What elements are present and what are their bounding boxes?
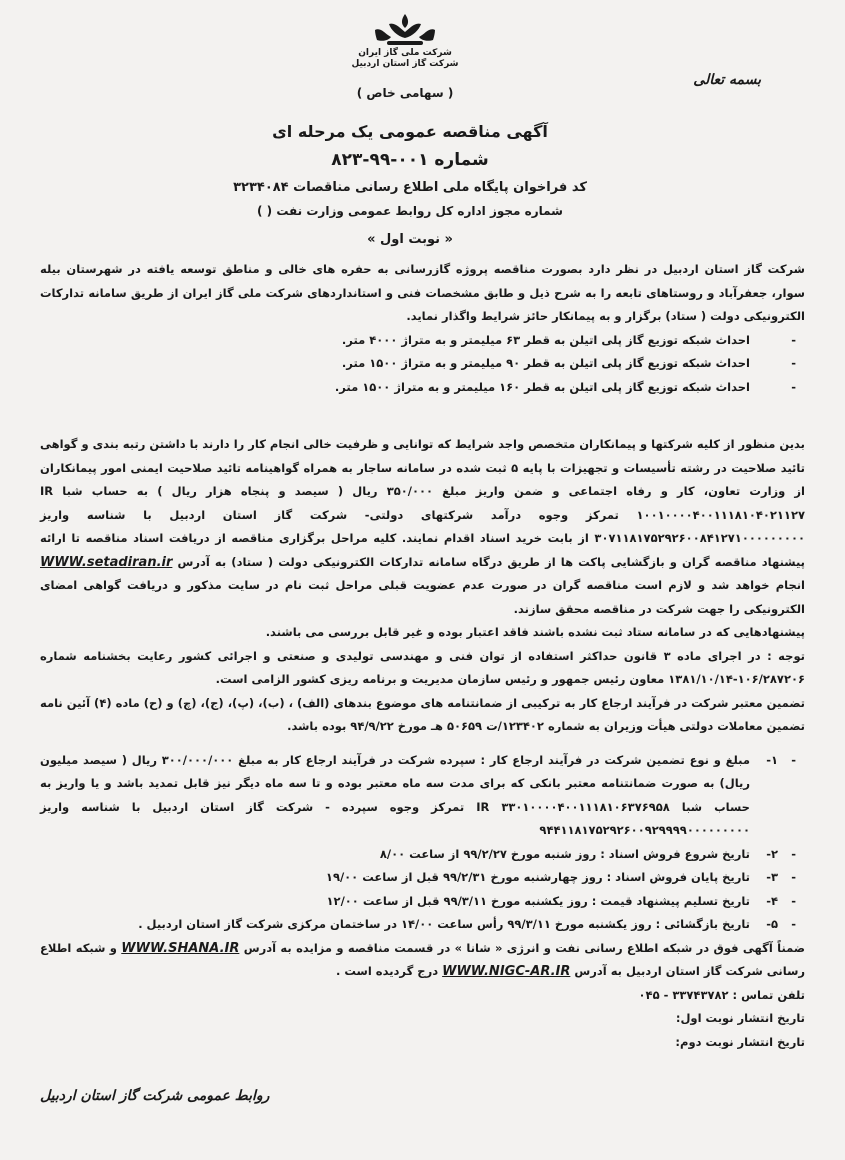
condition-number: - ۳- <box>766 870 778 884</box>
work-item: - احداث شبکه توزیع گاز پلی اتیلن به قطر ۱۶۰ میلیمتر و به متراژ ۱۵۰۰ متر. <box>40 376 750 400</box>
phone-line: تلفن تماس : ۳۳۷۴۳۷۸۲ - ۰۴۵ <box>638 987 805 1002</box>
publication-text: ضمناً آگهی فوق در شبکه اطلاع رسانی نفت و انرژی « شانا » در قسمت مناقصه و مزایده به آدرس <box>243 940 805 955</box>
condition-text: تاریخ تسلیم پیشنهاد قیمت : روز یکشنبه مورخ ۹۹/۳/۱۱ قبل از ساعت ۱۲/۰۰ <box>326 893 750 908</box>
shana-link[interactable]: WWW.SHANA.IR <box>121 940 240 956</box>
nigc-ar-link[interactable]: WWW.NIGC-AR.IR <box>442 964 571 979</box>
condition-text: مبلغ و نوع تضمین شرکت در فرآیند ارجاع کار : سپرده شرکت در فرآیند ارجاع کار به مبلغ ۳۰۰/۰۰۰/۰۰۰ ریال ( سیصد میلیون ریال) به صورت ضمانتنامه معتبر بانکی که برای مدت سه ماه معتبر بوده و تا سه ماه دیگر نیز قابل تمدید باشد و یا واریز به حساب شبا IR ۳۳۰۱۰۰۰۰۴۰۰۱۱۱۸۱۰۶۳۷۶۹۵۸ تمرکز وجوه سپرده - شرکت گاز استان اردبیل با شناسه واریز ۹۴۴۱۱۸۱۷۵۲۹۲۶۰۰۹۲۹۹۹۹۰۰۰۰۰۰۰۰۰ <box>40 752 750 837</box>
company-type: ( سهامی خاص ) <box>356 86 454 100</box>
condition-number: - ۵- <box>766 917 778 931</box>
intro-paragraph: شرکت گاز استان اردبیل در نظر دارد بصورت مناقصه پروژه گازرسانی به حفره های خالی و مناطق توسعه یافته در شهرستان بیله سوار، جعفرآباد و روستاهای تابعه را به شرح ذیل و طابق مشخصات فنی و استانداردهای شرکت ملی گاز ایران از طریق سامانه تدارکات الکترونیکی دولت ( ستاد) برگزار و به پیمانکار حائز شرایط واگذار نماید. <box>40 262 805 323</box>
condition-text: تاریخ شروع فروش اسناد : روز شنبه مورخ ۹۹/۲/۲۷ از ساعت ۸/۰۰ <box>379 846 750 861</box>
publication-text: درج گردیده است . <box>335 964 439 978</box>
first-publication-date: تاریخ انتشار نوبت اول: <box>675 1011 805 1025</box>
guarantee-note: تضمین معتبر شرکت در فرآیند ارجاع کار به ترکیبی از ضمانتنامه های موضوع بندهای (الف) ، (ب)، (پ)، (ج)، (چ) و (ح) ماده (۴) آئین نامه تضمین معاملات دولتی هیأت وزیران به شماره ۱۲۳۴۰۲/ت ۵۰۶۵۹ هـ مورخ ۹۴/۹/۲۲ بوده باشد. <box>40 695 805 733</box>
condition-item <box>40 749 778 843</box>
setadiran-link[interactable]: WWW.setadiran.ir <box>40 554 173 570</box>
condition-number: - ۴- <box>766 893 778 908</box>
work-item: - احداث شبکه توزیع گاز پلی اتیلن به قطر ۶۳ میلیمتر و به متراژ ۴۰۰۰ متر. <box>40 329 750 353</box>
condition-item <box>40 890 778 914</box>
invite-paragraph <box>40 433 805 621</box>
invite-text-end: انجام خواهد شد و لازم است مناقصه گران در صورت عدم عضویت قبلی مراحل ثبت نام در سایت مذکور و دریافت گواهی امضای الکترونیکی را جهت شرکت در مناقصه محقق سازند. <box>40 578 805 616</box>
condition-text: تاریخ بازگشائی : روز یکشنبه مورخ ۹۹/۳/۱۱ رأس ساعت ۱۴/۰۰ در ساختمان مرکزی شرکت گاز استان اردبیل . <box>138 917 750 931</box>
condition-item <box>40 843 778 867</box>
notice-round: « نوبت اول » <box>367 232 453 247</box>
condition-item <box>40 913 778 937</box>
work-item: - احداث شبکه توزیع گاز پلی اتیلن به قطر ۹۰ میلیمتر و به متراژ ۱۵۰۰ متر. <box>40 352 750 376</box>
works-list <box>40 329 805 400</box>
notice-title: آگهی مناقصه عمومی یک مرحله ای <box>272 122 548 141</box>
condition-number: - ۲- <box>766 846 778 861</box>
condition-item <box>40 866 778 890</box>
unregistered-note: پیشنهادهایی که در سامانه ستاد ثبت نشده باشند فاقد اعتبار بوده و غیر قابل بررسی می باشند. <box>265 625 805 639</box>
notice-body <box>40 258 805 1054</box>
condition-text: تاریخ پایان فروش اسناد : روز چهارشنبه مورخ ۹۹/۲/۳۱ قبل از ساعت ۱۹/۰۰ <box>325 870 750 884</box>
law-note: توجه : در اجرای ماده ۳ قانون حداکثر استفاده از توان فنی و مهندسی تولیدی و صنعتی و اجرائی کشور رعایت بخشنامه شماره ۱۰۶/۲۸۷۲۰۶-۱۳۸۱/۱۰/۱۴ معاون رئیس جمهور و رئیس سازمان مدیریت و برنامه ریزی کشور الزامی است. <box>40 648 805 686</box>
permit-number: شماره مجوز اداره کل روابط عمومی وزارت نفت ( ) <box>257 204 563 218</box>
invite-text: بدین منظور از کلیه شرکتها و پیمانکاران متخصص واجد شرایط که توانایی و ظرفیت خالی انجام کار را دارند با داشتن رتبه بندی و گواهی تائید صلاحیت در رشته تأسیسات و تجهیزات با پایه ۵ ثبت شده در سامانه ساجار به همراه گواهینامه تائید صلاحیت ایمنی امور پیمانکاران از وزارت تعاون، کار و رفاه اجتماعی و ضمن واریز مبلغ ۳۵۰/۰۰۰ ریال ( سیصد و پنجاه هزار ریال ) به حساب شبا IR ۱۰۰۱۰۰۰۰۴۰۰۱۱۱۸۱۰۴۰۲۱۱۲۷ تمرکز وجوه درآمد شرکتهای دولتی- شرکت گاز استان اردبیل با شناسه واریز ۳۰۷۱۱۸۱۷۵۲۹۲۶۰۰۸۴۱۲۷۱۰۰۰۰۰۰۰۰۰ از بابت خرید اسناد اقدام نمایند. کلیه مراحل برگزاری مناقصه از دریافت اسناد مناقصه تا ارائه پیشنهاد مناقصه گران و بازگشایی پاکت ها از طریق درگاه سامانه تدارکات الکترونیکی دولت ( ستاد) به آدرس <box>40 437 805 569</box>
conditions-list <box>40 749 805 937</box>
second-publication-date: تاریخ انتشار نوبت دوم: <box>675 1034 805 1049</box>
notice-code: کد فراخوان پایگاه ملی اطلاع رسانی مناقصات ۳۲۳۴۰۸۴ <box>233 180 587 195</box>
publication-paragraph <box>40 937 805 984</box>
logo-caption-line2: شرکت گاز استان اردبیل <box>351 59 459 69</box>
publication-text: و شبکه اطلاع رسانی شرکت گاز استان اردبیل به آدرس <box>40 940 805 978</box>
nigc-flame-emblem-icon <box>369 12 441 48</box>
company-logo <box>350 12 460 70</box>
notice-number: شماره ۰۰۱-۹۹-۸۲۳ <box>331 150 489 170</box>
signature: روابط عمومی شرکت گاز استان اردبیل <box>40 1088 270 1104</box>
basmala: بسمه تعالی <box>693 72 761 88</box>
logo-caption-line1: شرکت ملی گاز ایران <box>358 48 452 58</box>
condition-number: - ۱- <box>766 752 778 767</box>
